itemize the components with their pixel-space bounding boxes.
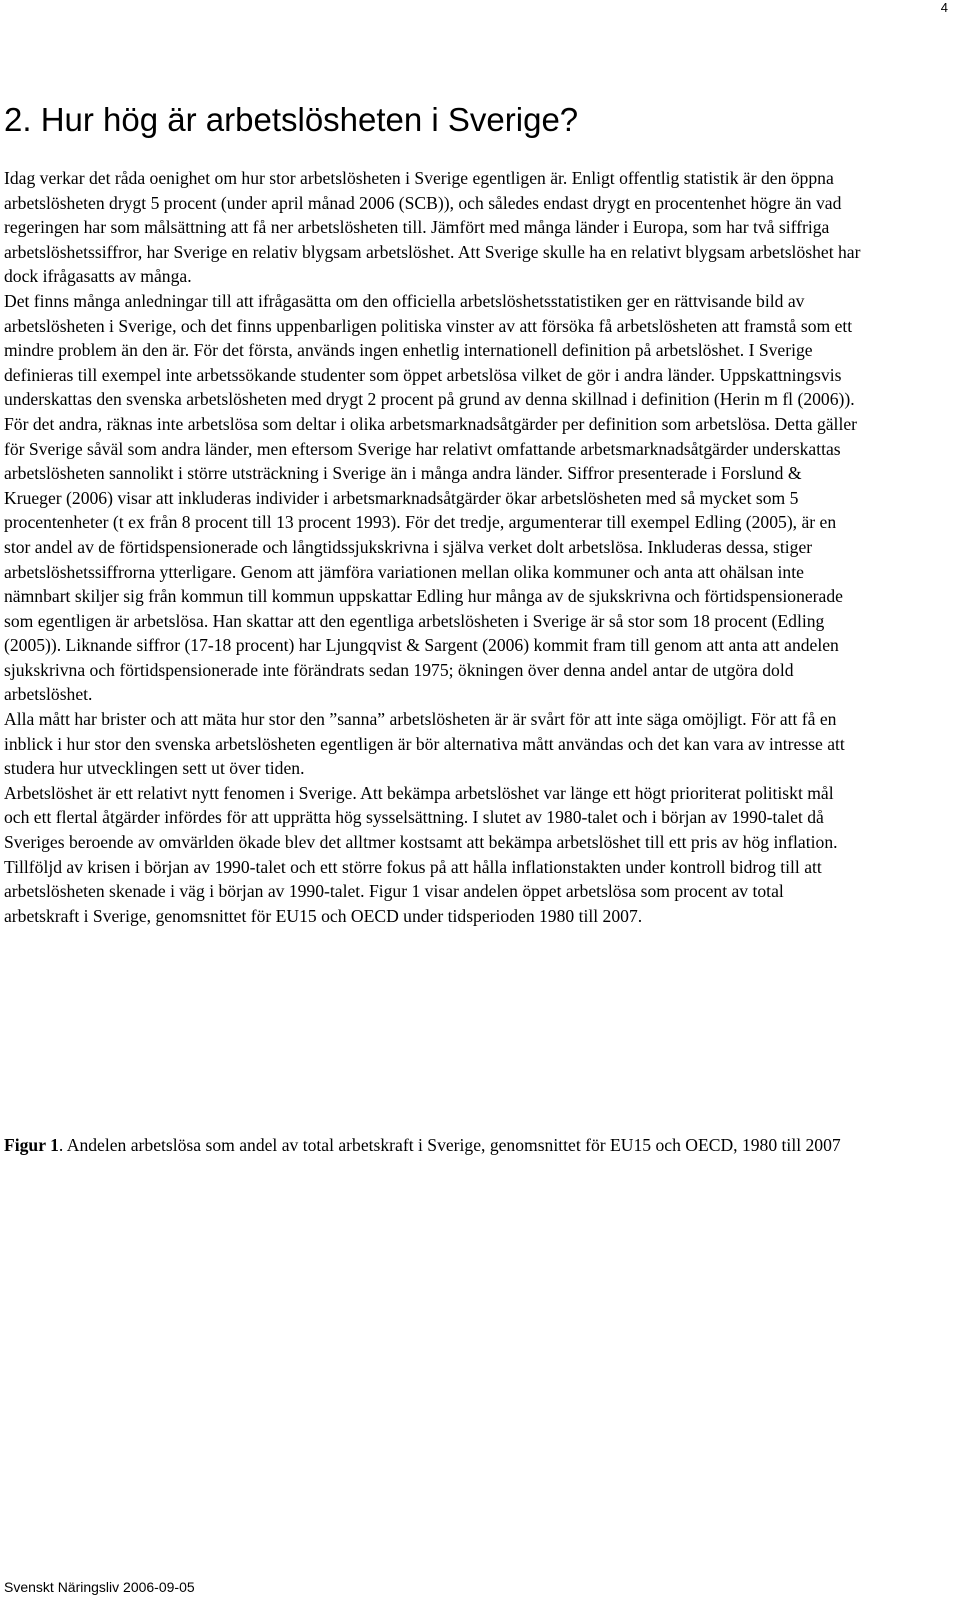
page-footer: Svenskt Näringsliv 2006-09-05 (4, 1579, 195, 1595)
paragraph-intro: Idag verkar det råda oenighet om hur stor arbetslösheten i Sverige egentligen är. Enligt offentlig statistik är den öppna arbetslösheten drygt 5 procent (under april månad 2006 (SCB)), och således endast drygt en procentenhet högre än vad regeringen har som målsättning att få ner arbetslösheten till. Jämfört med många länder i Europa, som har två siffriga arbetslöshetssiffror, har Sverige en relativ blygsam arbetslöshet. Att Sverige skulle ha en relativt blygsam arbetslöshet har dock ifrågasatts av många. (4, 168, 861, 287)
body-text (4, 166, 862, 928)
figure-label: Figur 1 (4, 1135, 59, 1155)
paragraph-history: Arbetslöshet är ett relativt nytt fenomen i Sverige. Att bekämpa arbetslöshet var länge ett högt prioriterat politiskt mål och ett flertal åtgärder infördes för att upprätta hög sysselsättning. I slutet av 1980-talet och i början av 1990-talet då Sveriges beroende av omvärlden ökade blev det alltmer kostsamt att bekämpa arbetslöshet till ett pris av hög inflation. Tillföljd av krisen i början av 1990-talet och ett större fokus på att hålla inflationstakten under kontroll bidrog till att arbetslösheten skenade i väg i början av 1990-talet. Figur 1 visar andelen öppet arbetslösa som procent av total arbetskraft i Sverige, genomsnittet för EU15 och OECD under tidsperioden 1980 till 2007. (4, 782, 838, 926)
section-heading: 2. Hur hög är arbetslösheten i Sverige? (4, 101, 579, 138)
figure-caption-text: . Andelen arbetslösa som andel av total arbetskraft i Sverige, genomsnittet för EU15 och OECD, 1980 till 2007 (58, 1135, 841, 1155)
figure-caption (4, 1133, 862, 1158)
paragraph-reasons: Det finns många anledningar till att ifrågasätta om den officiella arbetslöshetsstatistiken ger en rättvisande bild av arbetslösheten i Sverige, och det finns uppenbarligen politiska vinster av att försöka få arbetslösheten att framstå som ett mindre problem än den är. För det första, används ingen enhetlig internationell definition på arbetslöshet. I Sverige definieras till exempel inte arbetssökande studenter som öppet arbetslösa vilket de gör i andra länder. Uppskattningsvis underskattas den svenska arbetslösheten med drygt 2 procent på grund av denna skillnad i definition (Herin m fl (2006)). För det andra, räknas inte arbetslösa som deltar i olika arbetsmarknadsåtgärder per definition som arbetslösa. Detta gäller för Sverige såväl som andra länder, men eftersom Sverige har relativt omfattande arbetsmarknadsåtgärder underskattas arbetslösheten sannolikt i större utsträckning i Sverige än i många andra länder. Siffror presenterade i Forslund & Krueger (2006) visar att inkluderas individer i arbetsmarknadsåtgärder ökar arbetslösheten med så mycket som 5 procentenheter (t ex från 8 procent till 13 procent 1993). För det tredje, argumenterar till exempel Edling (2005), är en stor andel av de förtidspensionerade och långtidssjukskrivna i själva verket dolt arbetslösa. Inkluderas dessa, stiger arbetslöshetssiffrorna ytterligare. Genom att jämföra variationen mellan olika kommuner och anta att ohälsan inte nämnbart skiljer sig från kommun till kommun uppskattar Edling hur många av de sjukskrivna och förtidspensionerade som egentligen är arbetslösa. Han skattar att den egentliga arbetslösheten i Sverige är så stor som 18 procent (Edling (2005)). Liknande siffror (17-18 procent) har Ljungqvist & Sargent (2006) kommit fram till genom att anta att andelen sjukskrivna och förtidspensionerade inte förändrats sedan 1975; ökningen över denna andel antar de utgöra dold arbetslöshet. (4, 290, 858, 705)
page-number: 4 (940, 0, 948, 15)
paragraph-measures: Alla mått har brister och att mäta hur stor den ”sanna” arbetslösheten är är svårt för att inte säga omöjligt. För att få en inblick i hur stor den svenska arbetslösheten egentligen är bör alternativa mått användas och det kan vara av intresse att studera hur utvecklingen sett ut över tiden. (4, 709, 845, 779)
